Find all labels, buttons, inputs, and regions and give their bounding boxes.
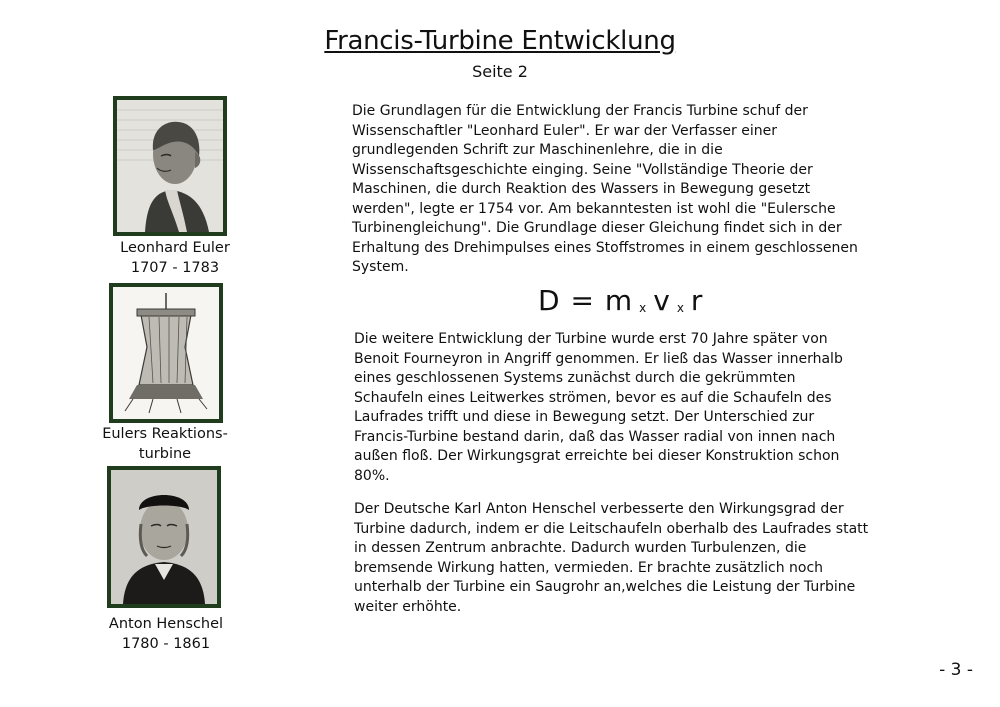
- paragraph-euler: Die Grundlagen für die Entwicklung der Francis Turbine schuf der Wissenschaftler "Leonhard Euler". Er war der Verfasser einer grundlegenden Schrift zur Maschinenlehre, die in die Wissenschaftsgeschichte einging. Seine "Vollständige Theorie der Maschinen, die durch Reaktion des Wassers in Bewegung gesetzt werden", legte er 1754 vor. Am bekanntesten ist wohl die "Eulersche Turbinengleichung". Die Grundlage dieser Gleichung findet sich in der Erhaltung des Drehimpulses eines Stoffstromes in einem geschlossenen System.: [352, 103, 858, 275]
- formula-d: D: [538, 284, 561, 317]
- turbine-drawing-icon: [113, 287, 219, 419]
- paragraph-henschel: Der Deutsche Karl Anton Henschel verbesserte den Wirkungsgrad der Turbine dadurch, indem er die Leitschaufeln oberhalb des Laufrades statt in dessen Zentrum anbrachte. Dadurch wurden Turbulenzen, die bremsende Wirkung hatten, vermieden. Er brachte zusätzlich noch unterhalb der Turbine ein Saugrohr an,welches die Leistung der Turbine weiter erhöhte.: [354, 501, 869, 615]
- page-number: - 3 -: [939, 660, 973, 680]
- portrait-henschel-icon: [111, 470, 217, 604]
- formula-times-2: x: [676, 301, 685, 315]
- paragraph-fourneyron: Die weitere Entwicklung der Turbine wurde erst 70 Jahre später von Benoit Fourneyron in Angriff genommen. Er ließ das Wasser innerhalb eines geschlossenen Systems zunächst durch die gekrümmten Schaufeln eines Leitwerkes strömen, bevor es auf die Schaufeln des Laufrades trifft und diese in Bewegung setzt. Der Unterschied zur Francis-Turbine bestand darin, daß das Wasser radial von innen nach außen floß. Der Wirkungsgrat erreichte bei dieser Konstruktion schon 80%.: [354, 331, 843, 484]
- turbine-caption: Eulers Reaktions- turbine: [102, 426, 228, 462]
- page-subtitle: Seite 2: [472, 62, 528, 81]
- formula-r: r: [690, 284, 704, 317]
- euler-caption: Leonhard Euler 1707 - 1783: [120, 240, 230, 276]
- euler-portrait: [113, 96, 227, 236]
- portrait-euler-icon: [117, 100, 223, 232]
- henschel-portrait: [107, 466, 221, 608]
- henschel-caption: Anton Henschel 1780 - 1861: [108, 616, 224, 652]
- turbine-image: [109, 283, 223, 423]
- page-title: Francis-Turbine Entwicklung: [324, 26, 676, 56]
- euler-formula: [538, 284, 703, 317]
- formula-times-1: x: [639, 301, 648, 315]
- formula-equals: =: [570, 284, 595, 317]
- formula-v: v: [653, 284, 671, 317]
- formula-m: m: [604, 284, 634, 317]
